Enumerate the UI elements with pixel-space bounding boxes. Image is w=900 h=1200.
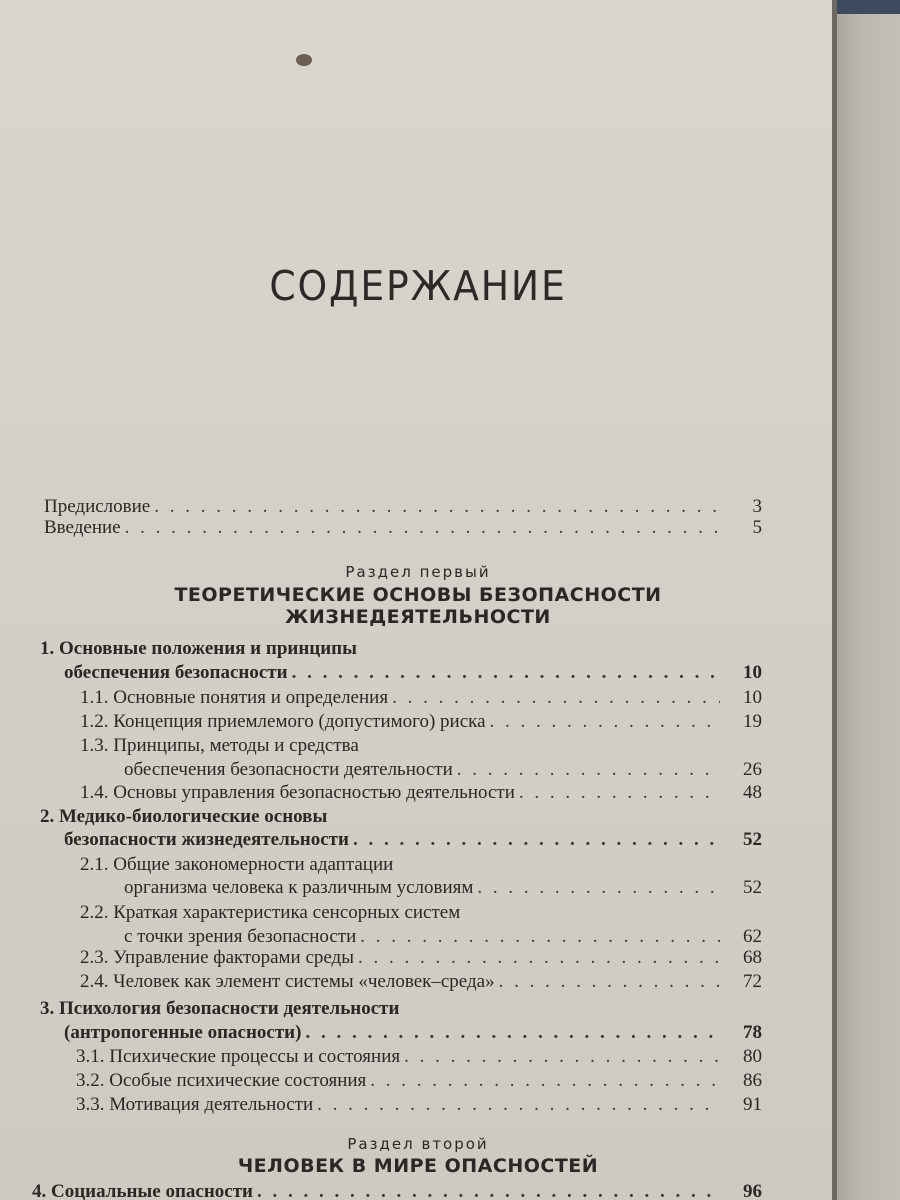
chapter-heading: 1. Основные положения и принципы <box>40 638 357 659</box>
dot-leader <box>457 758 720 782</box>
dot-leader <box>499 970 720 994</box>
dot-leader <box>125 516 720 540</box>
toc-entry-text: 1.2. Концепция приемлемого (допустимого) риска <box>80 711 486 732</box>
toc-page-number: 48 <box>743 782 762 803</box>
toc-entry-text: 2.4. Человек как элемент системы «человек–среда» <box>80 971 495 992</box>
toc-entry <box>80 970 762 994</box>
dot-leader <box>358 946 720 970</box>
toc-entry <box>124 876 762 900</box>
dot-leader <box>305 1021 720 1045</box>
dot-leader <box>257 1180 720 1200</box>
toc-entry-text: 3.2. Особые психические состояния <box>76 1070 367 1091</box>
dot-leader <box>477 876 720 900</box>
toc-entry-text: Предисловие <box>44 496 151 517</box>
section-label: Раздел первый <box>345 563 491 581</box>
section-title: ЧЕЛОВЕК В МИРЕ ОПАСНОСТЕЙ <box>237 1155 599 1177</box>
toc-page-number: 5 <box>752 517 762 538</box>
toc-entry-text: 2.1. Общие закономерности адаптации <box>80 854 394 875</box>
dot-leader <box>490 710 720 734</box>
page-title: СОДЕРЖАНИЕ <box>269 262 567 310</box>
toc-entry <box>80 946 762 970</box>
toc-page-number: 52 <box>743 829 762 850</box>
toc-page-number: 3 <box>752 496 762 517</box>
dot-leader <box>392 686 720 710</box>
toc-page-number: 72 <box>743 971 762 992</box>
toc-entry-text: обеспечения безопасности <box>64 662 288 683</box>
toc-entry-text: обеспечения безопасности деятельности <box>124 759 453 780</box>
dot-leader <box>353 828 720 852</box>
toc-entry-text: организма человека к различным условиям <box>124 877 474 898</box>
toc-entry-text: 4. Социальные опасности <box>32 1181 253 1200</box>
toc-entry-text: Введение <box>44 517 121 538</box>
chapter-heading: 3. Психология безопасности деятельности <box>40 998 400 1019</box>
toc-entry <box>76 1093 762 1117</box>
toc-entry <box>124 758 762 782</box>
chapter-entry <box>32 1180 762 1200</box>
toc-entry-text: 2.3. Управление факторами среды <box>80 947 354 968</box>
toc-entry-text: 1.3. Принципы, методы и средства <box>80 735 359 756</box>
toc-page-number: 86 <box>743 1070 762 1091</box>
dot-leader <box>404 1045 720 1069</box>
chapter-entry <box>64 661 762 685</box>
toc-page-number: 78 <box>743 1022 762 1043</box>
toc-entry <box>76 1069 762 1093</box>
toc-page-number: 68 <box>743 947 762 968</box>
toc-entry <box>80 781 762 805</box>
section-label: Раздел второй <box>347 1135 489 1153</box>
chapter-heading: 2. Медико-биологические основы <box>40 806 328 827</box>
toc-entry-text: 3.3. Мотивация деятельности <box>76 1094 314 1115</box>
section-title: ЖИЗНЕДЕЯТЕЛЬНОСТИ <box>285 606 551 628</box>
adjacent-page <box>836 0 900 1200</box>
toc-page-number: 19 <box>743 711 762 732</box>
toc-page-number: 62 <box>743 926 762 947</box>
toc-entry <box>76 1045 762 1069</box>
page-edge <box>832 0 837 1200</box>
toc-entry-text: 3.1. Психические процессы и состояния <box>76 1046 401 1067</box>
toc-entry-text: безопасности жизнедеятельности <box>64 829 349 850</box>
toc-entry <box>80 686 762 710</box>
toc-page-number: 52 <box>743 877 762 898</box>
dot-leader <box>292 661 720 685</box>
dot-leader <box>370 1069 720 1093</box>
chapter-entry <box>64 828 762 852</box>
paper-speck <box>296 54 312 66</box>
dot-leader <box>317 1093 720 1117</box>
dot-leader <box>519 781 720 805</box>
toc-entry-text: (антропогенные опасности) <box>64 1022 302 1043</box>
section-title: ТЕОРЕТИЧЕСКИЕ ОСНОВЫ БЕЗОПАСНОСТИ <box>174 584 662 606</box>
toc-page-number: 26 <box>743 759 762 780</box>
toc-page-number: 10 <box>743 662 762 683</box>
toc-page-number: 80 <box>743 1046 762 1067</box>
toc-entry-text: 1.4. Основы управления безопасностью деятельности <box>80 782 515 803</box>
toc-entry-text: 1.1. Основные понятия и определения <box>80 687 389 708</box>
toc-entry-introduction <box>44 516 762 540</box>
toc-page-number: 96 <box>743 1181 762 1200</box>
toc-entry-text: 2.2. Краткая характеристика сенсорных систем <box>80 902 461 923</box>
chapter-entry <box>64 1021 762 1045</box>
toc-page-number: 10 <box>743 687 762 708</box>
toc-page-number: 91 <box>743 1094 762 1115</box>
toc-entry-text: с точки зрения безопасности <box>124 926 357 947</box>
toc-entry <box>80 710 762 734</box>
